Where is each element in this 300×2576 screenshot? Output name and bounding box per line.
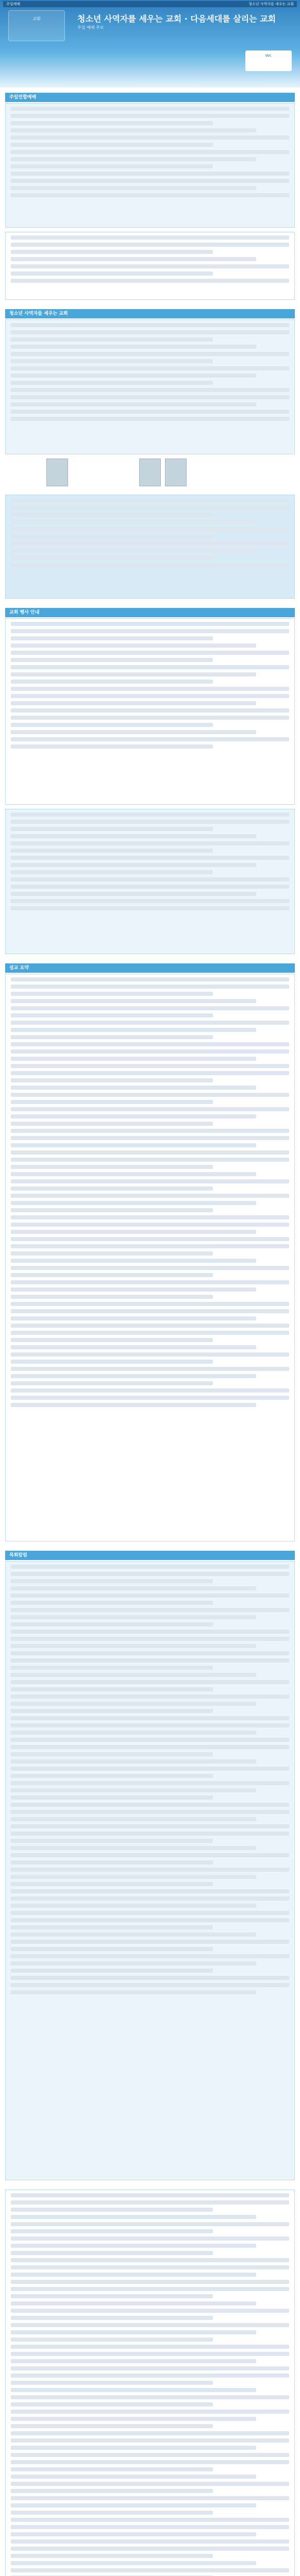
column-body (5, 1561, 295, 2180)
bulletin-subtitle: 주일 예배 주보 (77, 25, 104, 30)
photo-3 (165, 459, 187, 486)
schedule-heading: 교회 행사 안내 (5, 608, 295, 617)
sermon-heading: 설교 요약 (5, 963, 295, 973)
worship-order-table (5, 103, 295, 228)
church-logo: 교회 (8, 10, 65, 41)
top-right-text: 청소년 사역자를 세우는 교회 (248, 2, 294, 6)
photo-2 (139, 459, 161, 486)
extra-content (5, 2190, 295, 2576)
schedule-block (5, 618, 295, 805)
service-info-box (5, 232, 295, 300)
news-heading: 청소년 사역자를 세우는 교회 (5, 309, 295, 318)
sermon-body (5, 974, 295, 1541)
photo-1 (46, 459, 68, 486)
column-heading: 목회칼럼 (5, 1551, 295, 1560)
news-block (5, 319, 295, 454)
worship-heading: 주일연합예배 (5, 93, 295, 102)
announcement-block (5, 809, 295, 954)
top-left-text: 주일예배 (6, 2, 21, 6)
header-banner (0, 0, 300, 88)
top-strip (3, 1, 297, 7)
church-slogan: 청소년 사역자를 세우는 교회 · 다음세대를 살리는 교회 (77, 14, 276, 24)
stats-table (5, 495, 295, 599)
volume-box: Vol. (245, 50, 292, 71)
